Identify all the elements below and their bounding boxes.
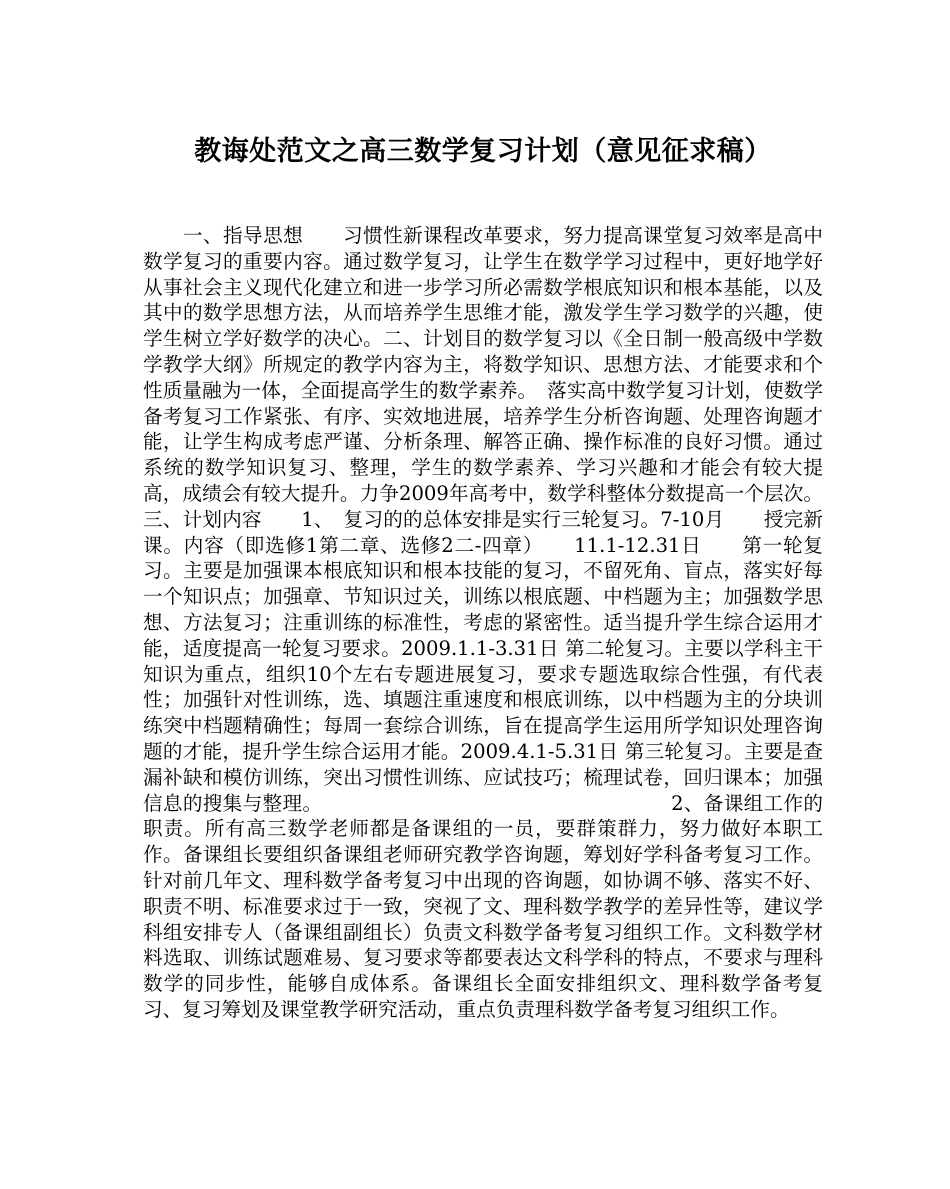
document-title: 教诲处范文之高三数学复习计划（意见征求稿） <box>194 136 772 167</box>
document-body: 一、指导思想 习惯性新课程改革要求，努力提高课堂复习效率是高中数学复习的重要内容。通过数学复习，让学生在数学学习过程中，更好地学好从事社会主义现代化建立和进一步学习所必需数学根底知识和根本基能，以及其中的数学思想方法，从而培养学生思维才能，激发学生学习数学的兴趣，使学生树立学好数学的决心。二、计划目的数学复习以《全日制一般高级中学数学教学大纲》所规定的教学内容为主，将数学知识、思想方法、才能要求和个性质量融为一体，全面提高学生的数学素养。 落实高中数学复习计划，使数学备考复习工作紧张、有序、实效地进展，培养学生分析咨询题、处理咨询题才能，让学生构成考虑严谨、分析条理、解答正确、操作标准的良好习惯。通过系统的数学知识复习、整理，学生的数学素养、学习兴趣和才能会有较大提高，成绩会有较大提升。力争2009年高考中，数学科整体分数提高一个层次。三、计划内容 1、 复习的的总体安排是实行三轮复习。7-10月 授完新课。内容（即选修1第二章、选修2二-四章） 11.1-12.31日 第一轮复习。主要是加强课本根底知识和根本技能的复习，不留死角、盲点，落实好每一个知识点；加强章、节知识过关，训练以根底题、中档题为主；加强数学思想、方法复习；注重训练的标准性，考虑的紧密性。适当提升学生综合运用才能，适度提高一轮复习要求。2009.1.1-3.31日 第二轮复习。主要以学科主干知识为重点，组织10个左右专题进展复习，要求专题选取综合性强，有代表性；加强针对性训练，选、填题注重速度和根底训练，以中档题为主的分块训练突中档题精确性；每周一套综合训练，旨在提高学生运用所学知识处理咨询题的才能，提升学生综合运用才能。2009.4.1-5.31日 第三轮复习。主要是查漏补缺和模仿训练，突出习惯性训练、应试技巧；梳理试卷，回归课本；加强信息的搜集与整理。 2、备课组工作的职责。所有高三数学老师都是备课组的一员，要群策群力，努力做好本职工作。备课组长要组织备课组老师研究教学咨询题，筹划好学科备考复习工作。针对前几年文、理科数学备考复习中出现的咨询题，如协调不够、落实不好、职责不明、标准要求过于一致，突视了文、理科数学教学的差异性等，建议学科组安排专人（备课组副组长）负责文科数学备考复习组织工作。文科数学材料选取、训练试题难易、复习要求等都要表达文科学科的特点，不要求与理科数学的同步性，能够自成体系。备课组长全面安排组织文、理科数学备考复习、复习筹划及课堂教学研究活动，重点负责理科数学备考复习组织工作。 <box>143 224 823 1021</box>
document-page <box>143 128 823 1023</box>
